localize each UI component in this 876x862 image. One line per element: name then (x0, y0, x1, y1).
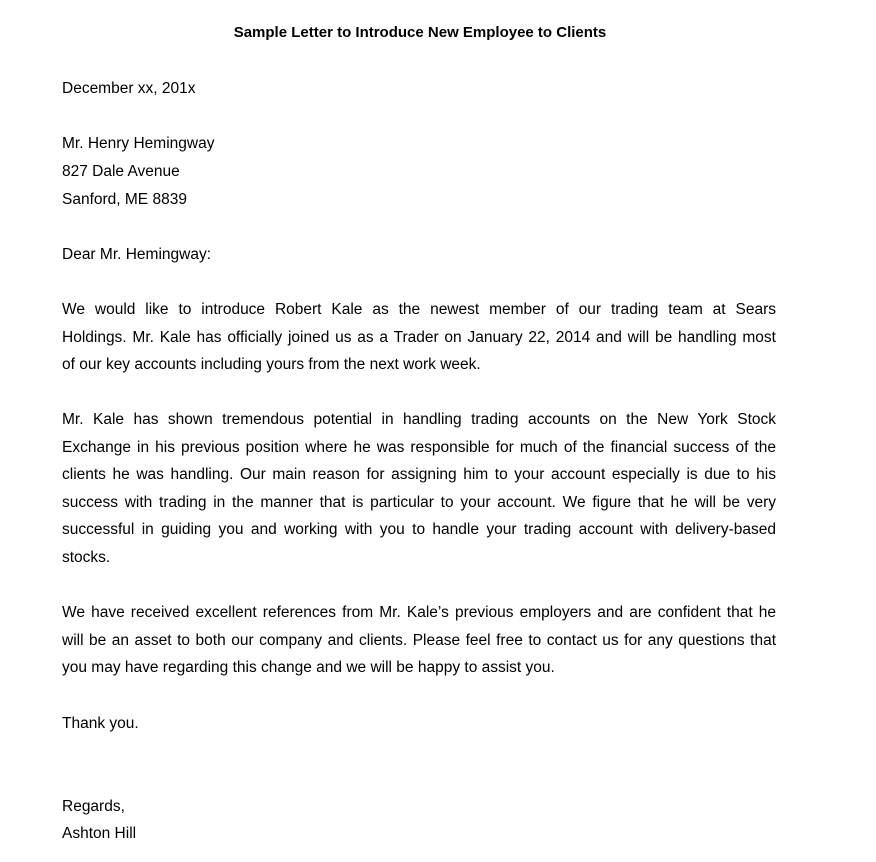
salutation: Dear Mr. Hemingway: (62, 246, 212, 263)
paragraph-line: clients he was handling. Our main reason for assigning him to your account especially is due to his (62, 466, 776, 484)
paragraph-line: will be an asset to both our company and clients. Please feel free to contact us for any questions that (62, 631, 776, 649)
recipient-name: Mr. Henry Hemingway (62, 135, 215, 152)
paragraph-line: you may have regarding this change and we will be happy to assist you. (62, 659, 555, 677)
signature-name: Ashton Hill (62, 825, 137, 842)
paragraph-line: Mr. Kale has shown tremendous potential in handling trading accounts on the New York Stock (62, 411, 776, 428)
paragraph-line: We have received excellent references from Mr. Kale’s previous employers and are confident that he (62, 604, 776, 621)
body-paragraph-3 (62, 599, 776, 682)
signoff: Regards, (62, 798, 125, 815)
document-title: Sample Letter to Introduce New Employee to Clients (233, 24, 607, 41)
paragraph-line: successful in guiding you and working with you to handle your trading account with delivery-based (62, 521, 776, 539)
paragraph-line: stocks. (62, 548, 111, 566)
paragraph-line: success with trading in the manner that is particular to your account. We figure that he will be very (62, 493, 776, 511)
paragraph-line: of our key accounts including yours from the next work week. (62, 356, 481, 374)
paragraph-line: Holdings. Mr. Kale has officially joined us as a Trader on January 22, 2014 and will be handling most (62, 328, 776, 346)
body-paragraph-1 (62, 296, 776, 379)
paragraph-line: Exchange in his previous position where he was responsible for much of the financial success of the (62, 438, 776, 456)
recipient-street: 827 Dale Avenue (62, 163, 180, 180)
paragraph-line: We would like to introduce Robert Kale as the newest member of our trading team at Sears (62, 301, 776, 318)
letter-date: December xx, 201x (62, 80, 196, 97)
body-paragraph-2 (62, 406, 776, 572)
closing-thanks: Thank you. (62, 715, 139, 732)
recipient-city: Sanford, ME 8839 (62, 191, 187, 208)
